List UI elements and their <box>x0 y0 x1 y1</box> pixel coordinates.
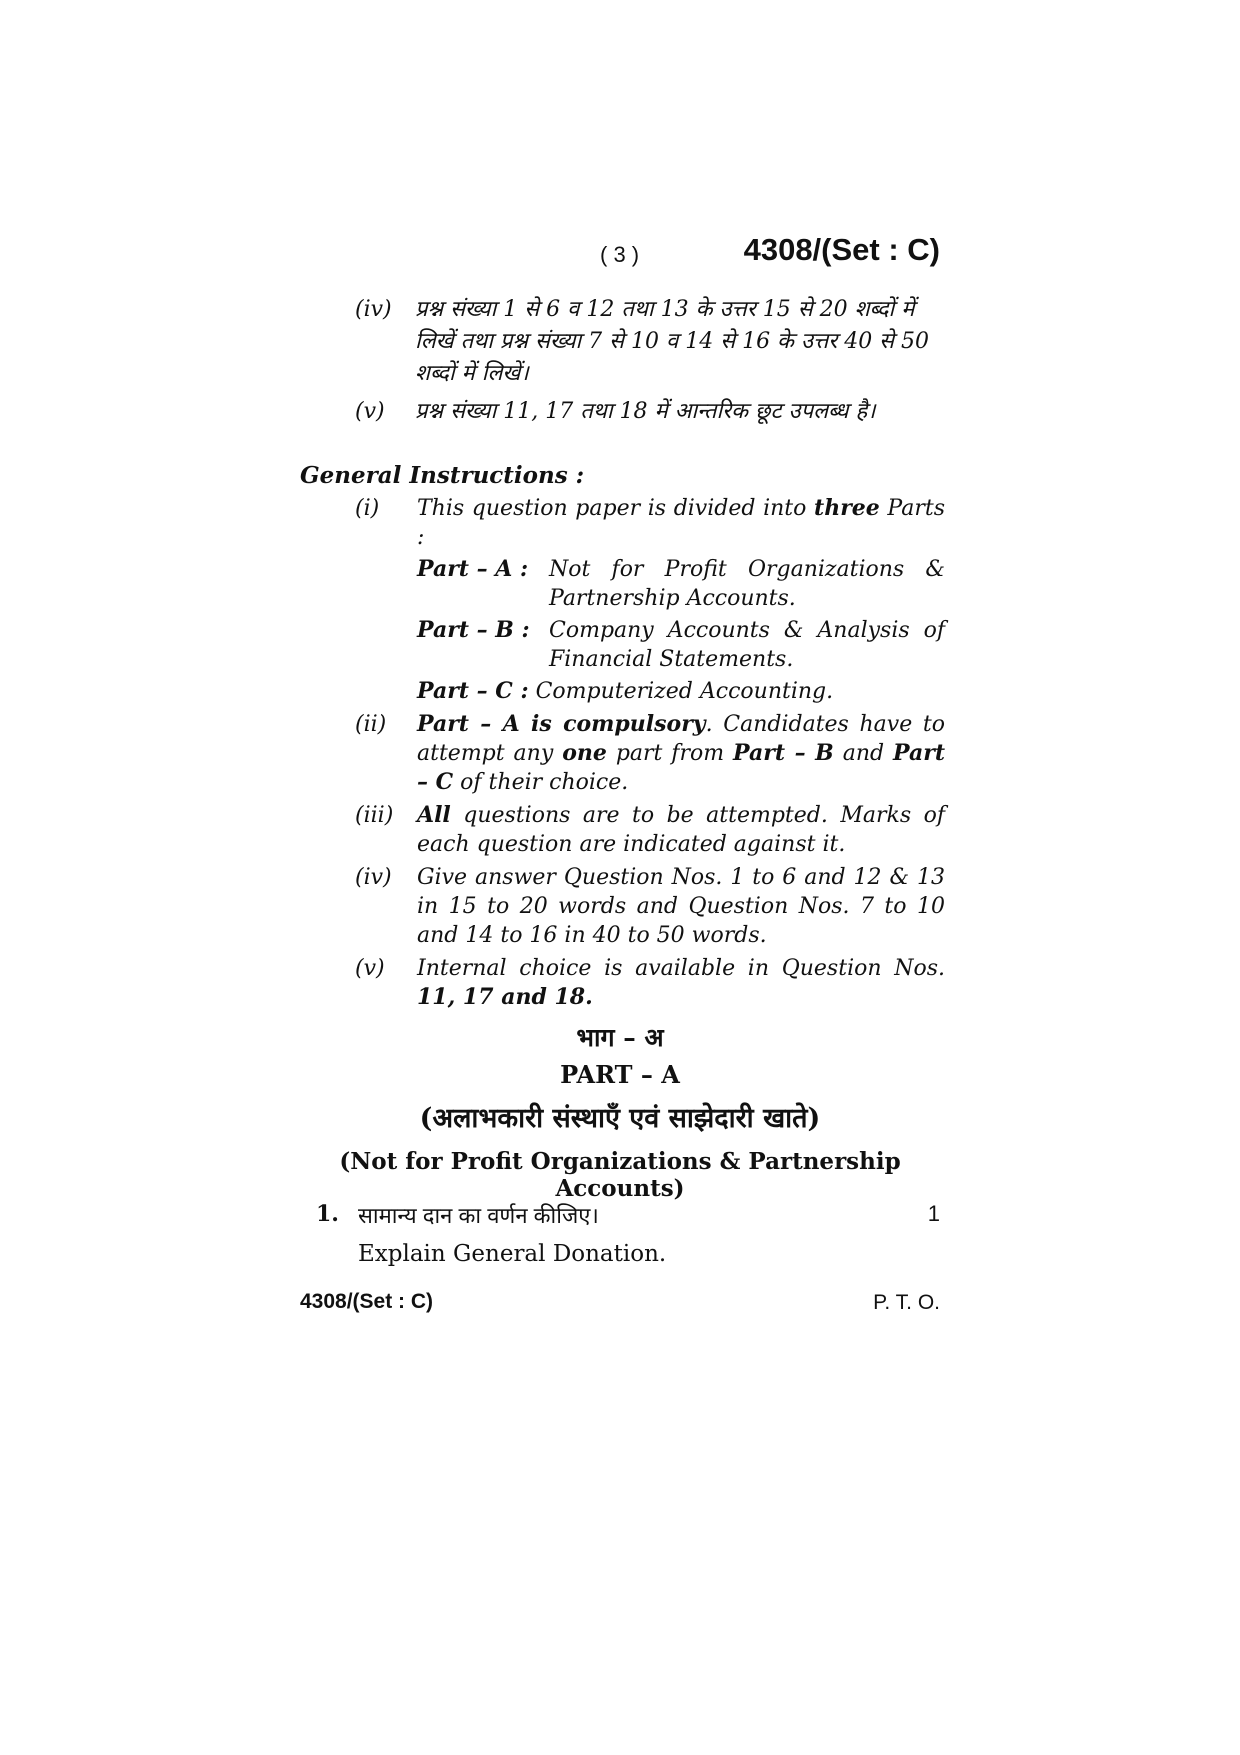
instruction-text: . Candidates have to attempt any <box>417 712 945 766</box>
instruction-number: (iv) <box>355 865 392 890</box>
instruction-bold: Part – A is compulsory <box>417 711 706 737</box>
hindi-instruction-text: प्रश्न संख्या 11, 17 तथा 18 में आन्तरिक छूट उपलब्ध है। <box>415 399 876 424</box>
instruction-iv <box>355 863 945 950</box>
section-hindi-title: (अलाभकारी संस्थाएँ एवं साझेदारी खाते) <box>419 1103 821 1134</box>
part-description: Computerized Accounting. <box>535 679 834 704</box>
instruction-text: and <box>842 741 885 766</box>
part-b-line <box>417 616 945 674</box>
instruction-text: part from <box>615 741 725 766</box>
general-instructions-list <box>355 494 945 1016</box>
question-hindi-text: सामान्य दान का वर्णन कीजिए। <box>358 1203 599 1228</box>
part-label: Part – A : <box>417 556 529 582</box>
instruction-bold: Part – B <box>733 740 834 766</box>
instruction-i <box>355 494 945 706</box>
instruction-ii <box>355 710 945 797</box>
instruction-number: (iii) <box>355 803 394 828</box>
part-label: Part – B : <box>417 617 530 643</box>
part-a-line <box>417 555 945 613</box>
part-description: Company Accounts & Analysis of Financial Statements. <box>549 618 945 672</box>
instruction-bold: three <box>814 495 880 521</box>
hindi-instruction-number: (v) <box>355 399 385 424</box>
instruction-number: (v) <box>355 956 385 981</box>
instruction-v <box>355 954 945 1012</box>
instruction-text: Internal choice is available in Question Nos. <box>417 956 945 981</box>
page-number: ( 3 ) <box>600 242 640 267</box>
please-turn-over: P. T. O. <box>873 1291 940 1314</box>
instruction-text: questions are to be attempted. Marks of each question are indicated against it. <box>417 803 945 857</box>
instruction-bold: 11, 17 and 18. <box>417 984 593 1010</box>
instruction-bold: Part – C <box>417 740 945 795</box>
section-hindi-heading: भाग – अ <box>576 1023 664 1052</box>
hindi-instruction-number: (iv) <box>355 297 392 322</box>
hindi-instruction-text: प्रश्न संख्या 1 से 6 व 12 तथा 13 के उत्तर 15 से 20 शब्दों में लिखें तथा प्रश्न संख्या 7 से 10 व 14 से 16 के उत्तर 40 से 50 शब्दों में लिखें। <box>415 297 930 386</box>
instruction-number: (i) <box>355 496 380 521</box>
instruction-text: Parts : <box>417 496 945 550</box>
footer-paper-code: 4308/(Set : C) <box>300 1290 434 1313</box>
part-description: Not for Profit Organizations & Partnership Accounts. <box>549 557 945 611</box>
instruction-text: of their choice. <box>460 770 629 795</box>
part-label: Part – C : <box>417 678 529 704</box>
question-english-text: Explain General Donation. <box>358 1241 667 1267</box>
question-marks: 1 <box>927 1201 940 1226</box>
paper-code: 4308/(Set : C) <box>743 232 940 267</box>
hindi-instructions <box>355 294 945 434</box>
part-c-line <box>417 677 945 706</box>
hindi-instruction-v <box>355 396 945 428</box>
page-header <box>300 232 940 272</box>
question-number: 1. <box>316 1201 339 1227</box>
section-english-title: (Not for Profit Organizations & Partnership Accounts) <box>339 1148 901 1202</box>
hindi-instruction-iv <box>355 294 945 390</box>
instruction-text: This question paper is divided into <box>417 496 807 521</box>
general-instructions-title: General Instructions : <box>300 462 585 489</box>
instruction-bold: one <box>562 740 607 766</box>
section-english-heading: PART – A <box>560 1060 680 1089</box>
instruction-bold: All <box>417 802 451 828</box>
instruction-iii <box>355 801 945 859</box>
instruction-number: (ii) <box>355 712 387 737</box>
instruction-text: Give answer Question Nos. 1 to 6 and 12 & 13 in 15 to 20 words and Question Nos. 7 to 10 and 14 to 16 in 40 to 50 words. <box>417 865 945 948</box>
